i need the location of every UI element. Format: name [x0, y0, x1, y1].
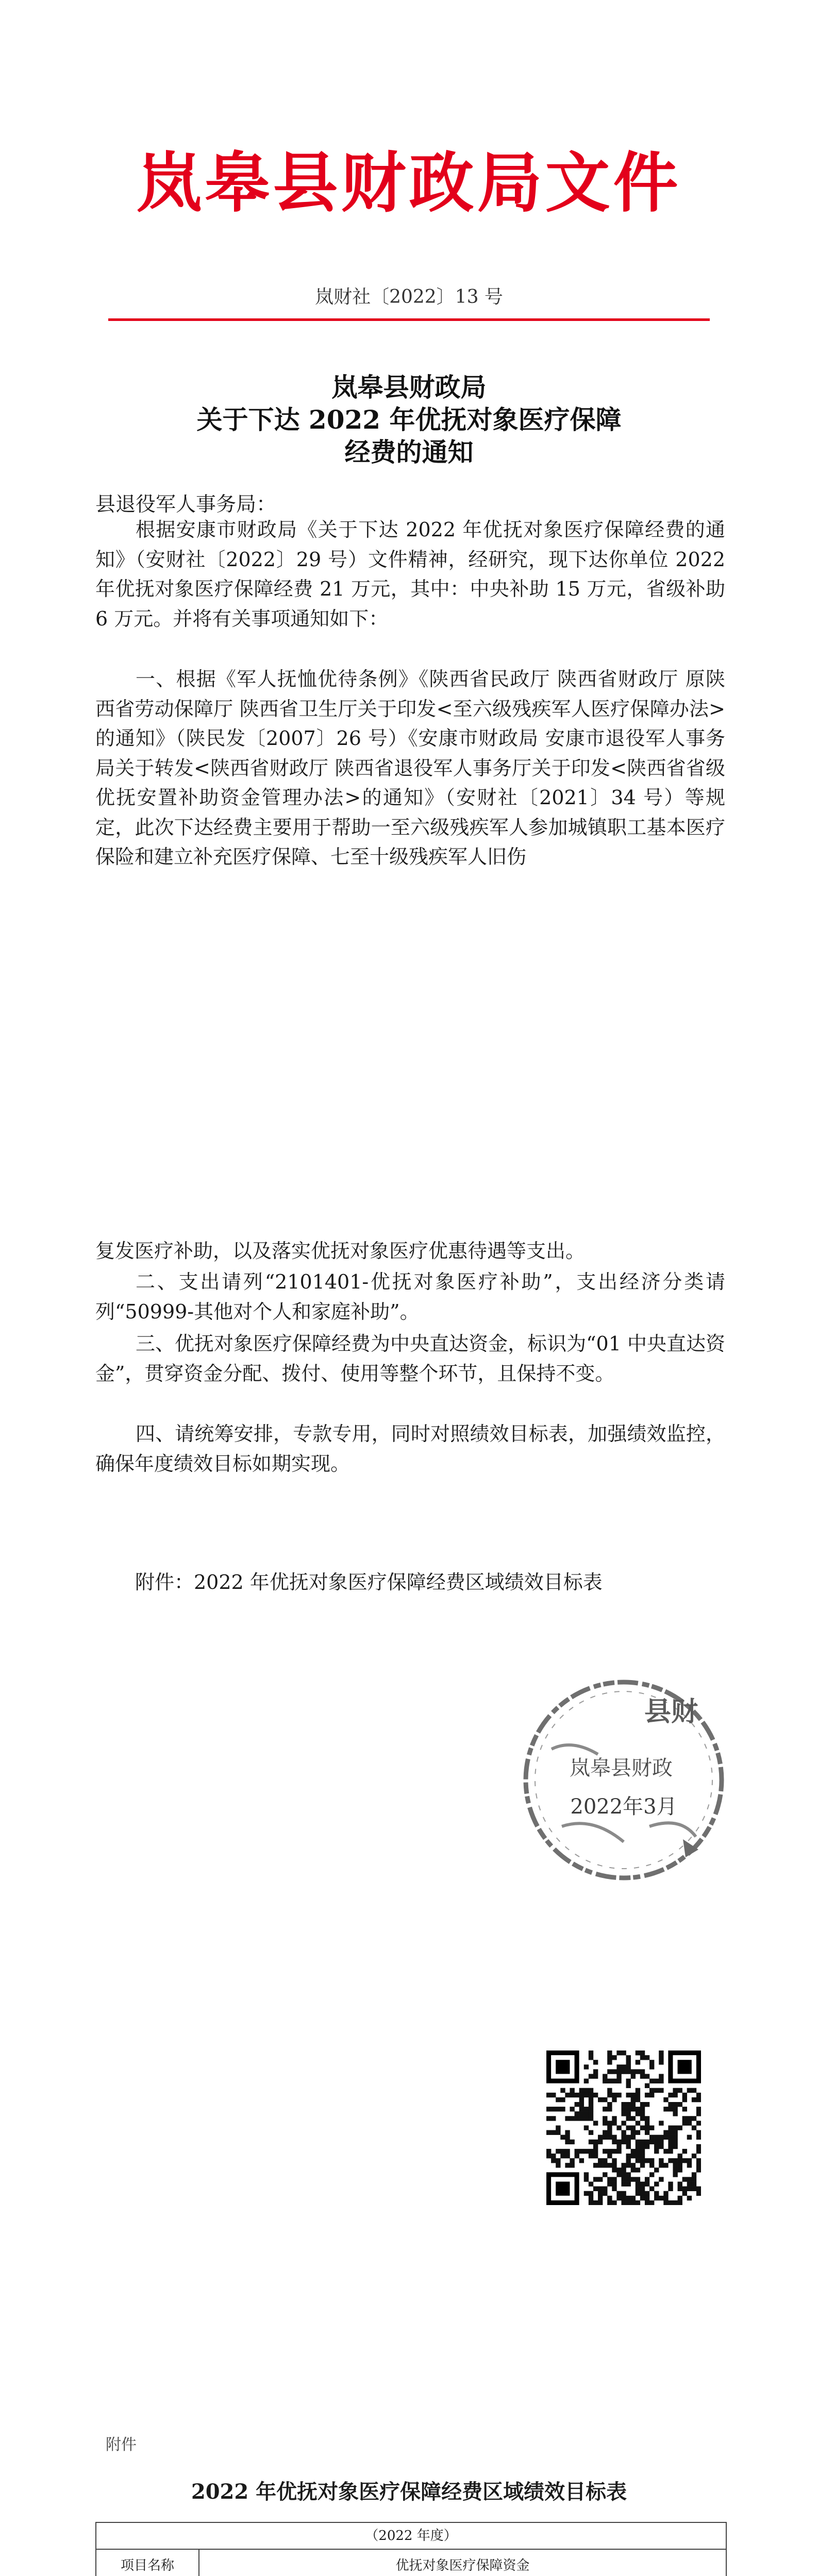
document-number: 岚财社〔2022〕13 号: [315, 286, 503, 308]
attachment-label: 附件: [106, 2436, 137, 2454]
doc-title-line3: 经费的通知: [344, 437, 474, 467]
performance-target-table: [95, 2522, 727, 2576]
seal-text-mid: 岚皋县财政: [570, 1756, 673, 1780]
paragraph-5: 四、请统筹安排，专款专用，同时对照绩效目标表，加强绩效监控，确保年度绩效目标如期实现。: [95, 1422, 725, 1475]
addressee: 县退役军人事务局：: [95, 493, 277, 516]
issuer-title: 岚皋县财政局文件: [137, 145, 681, 221]
seal-date: 2022年3月: [570, 1795, 677, 1819]
paragraph-2b: 复发医疗补助，以及落实优抚对象医疗优惠待遇等支出。: [95, 1240, 586, 1262]
paragraph-2a: 一、根据《军人抚恤优待条例》《陕西省民政厅 陕西省财政厅 原陕西省劳动保障厅 陕西省卫生厅关于印发<至六级残疾军人医疗保障办法>的通知》（陕民发〔2007〕26 号）《安康市财政局 安康市退役军人事务局关于转发<陕西省财政厅 陕西省退役军人事务厅关于印发<陕西省省级优抚安置补助资金管理办法>的通知》（安财社〔2021〕34 号）等规定，此次下达经费主要用于帮助一至六级残疾军人参加城镇职工基本医疗保险和建立补充医疗保障、七至十级残疾军人旧伤: [95, 668, 725, 868]
paragraph-3: 二、支出请列“2101401-优抚对象医疗补助”，支出经济分类请列“50999-其他对个人和家庭补助”。: [95, 1270, 725, 1323]
official-seal: [515, 1672, 732, 1888]
annex-note: 附件：2022 年优抚对象医疗保障经费区域绩效目标表: [135, 1571, 603, 1594]
project-name-value: 优抚对象医疗保障资金: [199, 2549, 726, 2576]
qr-code: [546, 2050, 701, 2205]
seal-text-top: 县财: [644, 1696, 698, 1727]
attachment-title: 2022 年优抚对象医疗保障经费区域绩效目标表: [191, 2480, 627, 2504]
paragraph-1: 根据安康市财政局《关于下达 2022 年优抚对象医疗保障经费的通知》（安财社〔2022〕29 号）文件精神，经研究，现下达你单位 2022 年优抚对象医疗保障经费 21 万元，其中：中央补助 15 万元，省级补助 6 万元。并将有关事项通知如下：: [95, 518, 725, 630]
red-divider: [108, 318, 710, 321]
project-name-label: 项目名称: [96, 2549, 199, 2576]
paragraph-4: 三、优抚对象医疗保障经费为中央直达资金，标识为“01 中央直达资金”，贯穿资金分配、拨付、使用等整个环节，且保持不变。: [95, 1332, 725, 1385]
doc-title-line2: 关于下达 2022 年优抚对象医疗保障: [196, 404, 622, 435]
doc-title-line1: 岚皋县财政局: [331, 372, 487, 402]
table-year: （2022 年度）: [96, 2522, 726, 2549]
